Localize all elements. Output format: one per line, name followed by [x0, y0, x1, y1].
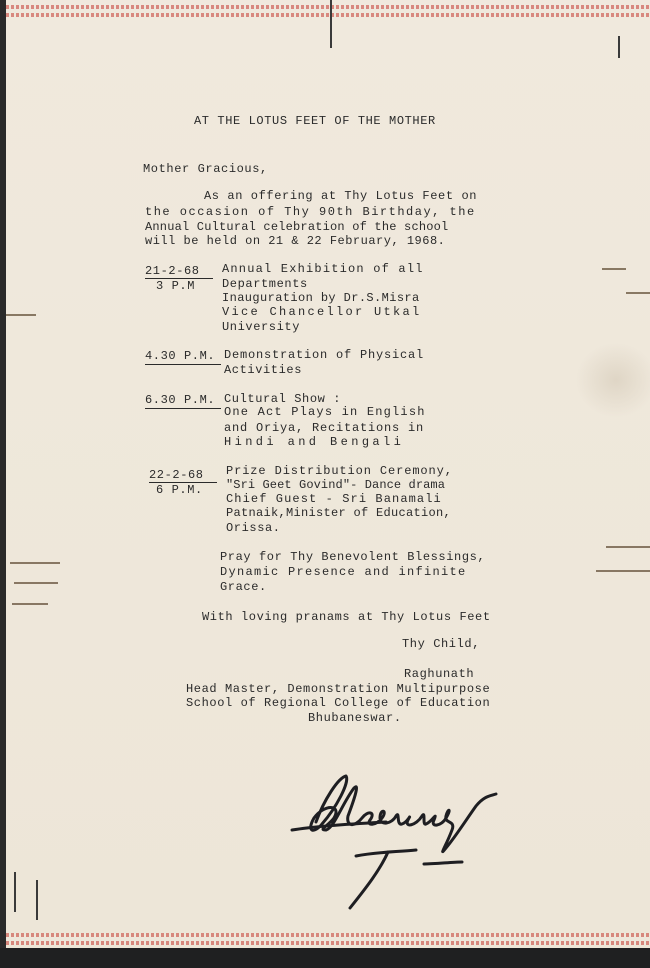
schedule-time: 6 P.M.: [156, 483, 203, 497]
edge-mark: [626, 292, 650, 294]
edge-mark: [14, 582, 58, 584]
edge-mark: [6, 314, 36, 316]
schedule-date: 21-2-68: [145, 264, 200, 278]
decorative-bottom-border: [6, 933, 650, 945]
sign-off: Thy Child,: [402, 637, 481, 651]
edge-mark: [596, 570, 650, 572]
time-underline: [145, 408, 221, 409]
schedule-line: Patnaik,Minister of Education,: [226, 506, 452, 520]
intro-line: the occasion of Thy 90th Birthday, the: [145, 205, 476, 219]
schedule-line: Orissa.: [226, 521, 281, 535]
schedule-line: Departments: [222, 277, 308, 291]
prayer-line: Grace.: [220, 580, 267, 594]
schedule-line: Inauguration by Dr.S.Misra: [222, 291, 420, 305]
signatory-title: School of Regional College of Education: [186, 696, 491, 710]
schedule-line: Vice Chancellor Utkal: [222, 305, 422, 319]
schedule-line: Demonstration of Physical: [224, 348, 425, 362]
intro-line: will be held on 21 & 22 February, 1968.: [145, 234, 446, 248]
schedule-line: Hindi and Bengali: [224, 435, 405, 449]
intro-line: Annual Cultural celebration of the school: [145, 220, 449, 234]
schedule-time: 3 P.M: [156, 279, 196, 293]
schedule-line: and Oriya, Recitations in: [224, 421, 425, 435]
salutation: Mother Gracious,: [143, 162, 268, 176]
edge-mark: [10, 562, 60, 564]
signatory-title: Head Master, Demonstration Multipurpose: [186, 682, 491, 696]
signatory-title: Bhubaneswar.: [308, 711, 402, 725]
schedule-time: 4.30 P.M.: [145, 349, 216, 363]
signatory-name: Raghunath: [404, 667, 475, 681]
schedule-line: Cultural Show :: [224, 392, 342, 406]
edge-mark: [602, 268, 626, 270]
handwritten-blessings-signature: [276, 760, 526, 920]
edge-mark: [606, 546, 650, 548]
scan-bottom-edge: [0, 948, 650, 968]
schedule-date: 22-2-68: [149, 468, 204, 482]
prayer-line: Pray for Thy Benevolent Blessings,: [220, 550, 486, 564]
letter-heading: AT THE LOTUS FEET OF THE MOTHER: [194, 114, 436, 128]
schedule-line: Prize Distribution Ceremony,: [226, 464, 453, 478]
fold-mark: [330, 0, 332, 48]
schedule-line: University: [222, 320, 301, 334]
fold-mark: [36, 880, 38, 920]
intro-line: As an offering at Thy Lotus Feet on: [204, 189, 478, 203]
schedule-line: Activities: [224, 363, 303, 377]
time-underline: [145, 364, 221, 365]
edge-mark: [12, 603, 48, 605]
schedule-line: Annual Exhibition of all: [222, 262, 424, 276]
schedule-time: 6.30 P.M.: [145, 393, 216, 407]
closing-line: With loving pranams at Thy Lotus Feet: [202, 610, 491, 624]
letter-page: [6, 0, 650, 948]
fold-mark: [14, 872, 16, 912]
schedule-line: Chief Guest - Sri Banamali: [226, 492, 442, 506]
schedule-line: "Sri Geet Govind"- Dance drama: [226, 478, 446, 492]
schedule-line: One Act Plays in English: [224, 405, 426, 419]
decorative-top-border: [6, 5, 650, 17]
prayer-line: Dynamic Presence and infinite: [220, 565, 467, 579]
fold-mark: [618, 36, 620, 58]
